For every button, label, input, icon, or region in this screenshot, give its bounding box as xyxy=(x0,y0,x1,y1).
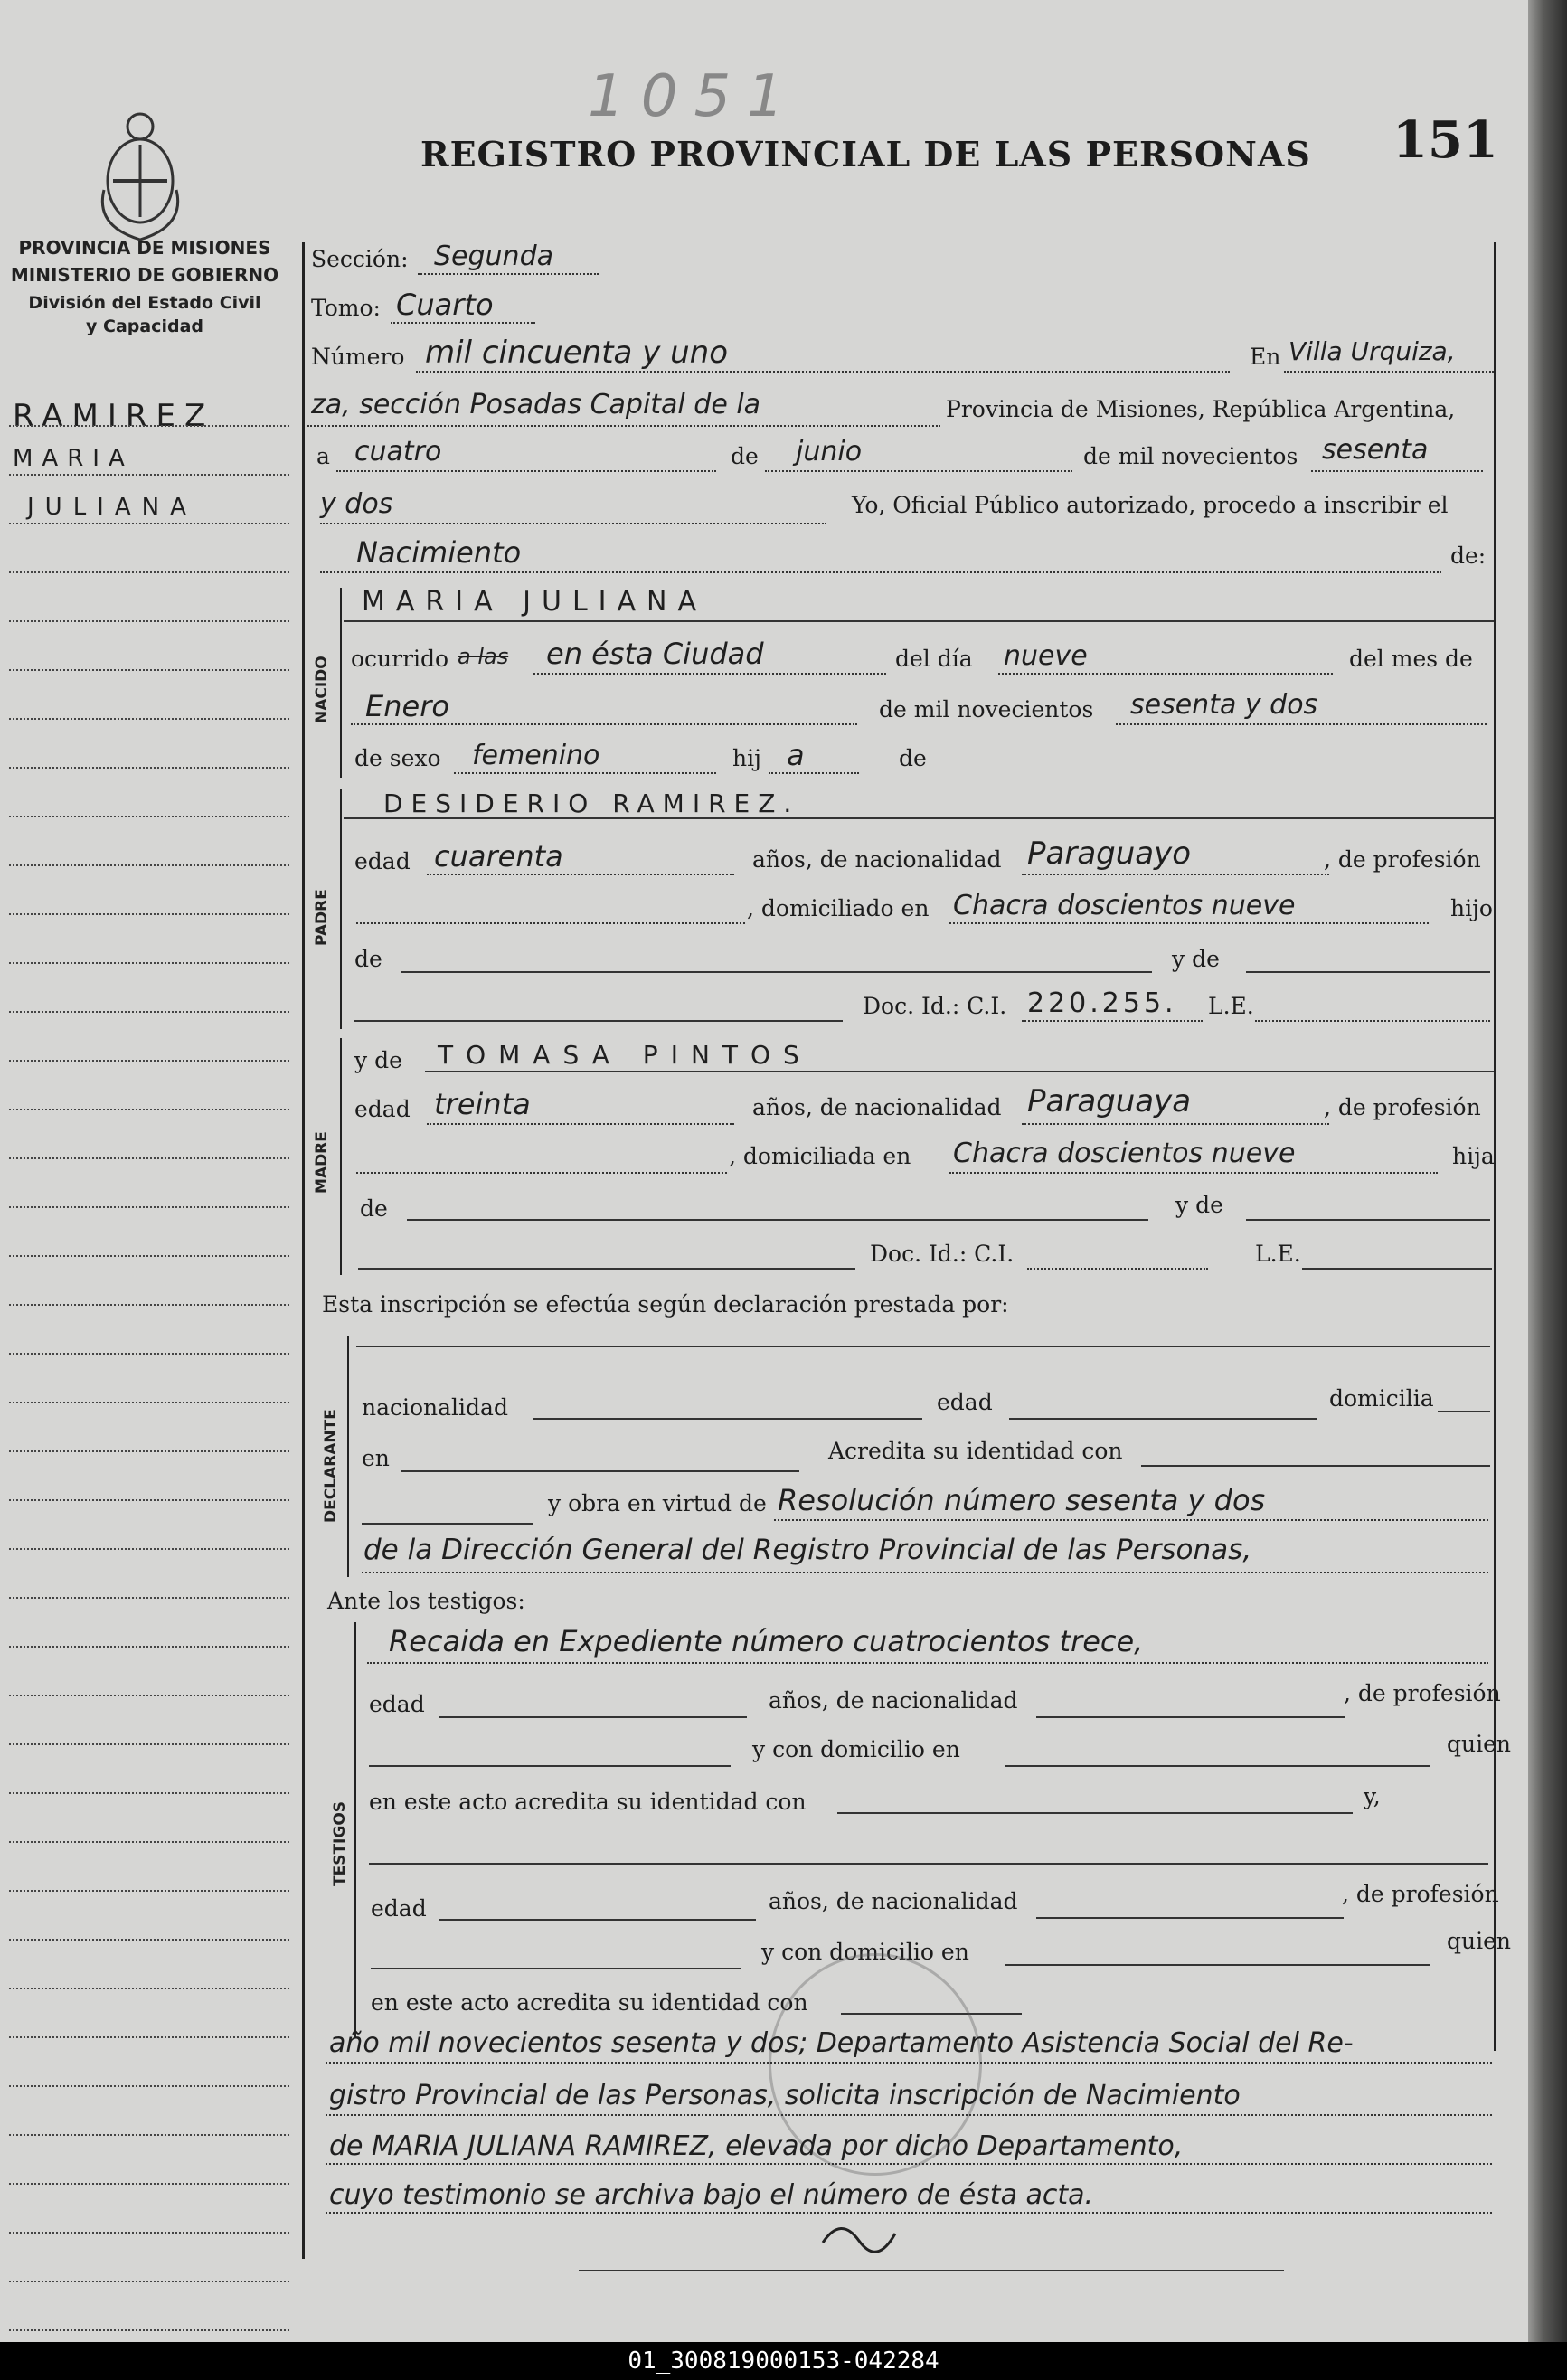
margin-middlename: JULIANA xyxy=(27,494,197,521)
nacido-de-label: de xyxy=(899,745,927,771)
testigo2-nacionalidad-label: años, de nacionalidad xyxy=(769,1888,1018,1914)
madre-yde-label: y de xyxy=(1175,1192,1223,1218)
testigo2-domicilio-label: y con domicilio en xyxy=(761,1939,969,1965)
padre-profesion-label: , de profesión xyxy=(1324,846,1481,873)
declarante-edad-label: edad xyxy=(937,1389,993,1415)
testigo1-nacionalidad-label: años, de nacionalidad xyxy=(769,1687,1018,1714)
margin-firstname: MARIA xyxy=(13,445,134,472)
place-value: za, sección Posadas Capital de la xyxy=(311,389,761,420)
margin-rule xyxy=(9,1548,289,1550)
margin-rule xyxy=(9,1646,289,1648)
margin-rule xyxy=(9,523,289,524)
margin-rule xyxy=(9,913,289,915)
margin-rule xyxy=(9,1157,289,1159)
padre-hijo-label: hijo xyxy=(1450,895,1493,921)
coat-of-arms-icon xyxy=(90,109,190,244)
note-line-2: gistro Provincial de las Personas, solicita inscripción de Nacimiento xyxy=(329,2080,1241,2111)
margin-rule xyxy=(9,1841,289,1843)
ocurrido-value: en ésta Ciudad xyxy=(546,637,764,671)
margin-rule xyxy=(9,1450,289,1452)
recaida-value: Recaida en Expediente número cuatrocientos trece, xyxy=(389,1624,1144,1658)
year-value-continued: y dos xyxy=(320,488,393,520)
margin-rule xyxy=(9,669,289,671)
child-name: MARIA JULIANA xyxy=(362,586,708,618)
father-name: DESIDERIO RAMIREZ. xyxy=(383,789,800,818)
testigo2-profesion-label: , de profesión xyxy=(1342,1881,1499,1907)
a-label: a xyxy=(316,443,330,469)
margin-rule xyxy=(9,571,289,573)
margin-rule xyxy=(9,2281,289,2282)
declarante-section-label: DECLARANTE xyxy=(322,1409,340,1523)
declarante-nacionalidad-label: nacionalidad xyxy=(362,1394,508,1421)
seccion-label: Sección: xyxy=(311,246,409,272)
note-line-3: de MARIA JULIANA RAMIREZ, elevada por dicho Departamento, xyxy=(329,2130,1184,2162)
margin-rule xyxy=(9,1597,289,1599)
de-colon: de: xyxy=(1450,543,1487,569)
testigo1-y-label: y, xyxy=(1364,1783,1381,1809)
father-age-value: cuarenta xyxy=(434,839,563,874)
day-value: cuatro xyxy=(354,436,442,468)
seccion-value: Segunda xyxy=(434,241,553,272)
issuer-province: PROVINCIA DE MISIONES xyxy=(18,237,271,259)
note-line-4: cuyo testimonio se archiva bajo el número de ésta acta. xyxy=(329,2179,1094,2211)
madre-yde-prefix: y de xyxy=(354,1047,402,1073)
mother-name: TOMASA PINTOS xyxy=(438,1040,812,1070)
del-mes-label: del mes de xyxy=(1349,646,1473,672)
provincia-text: Provincia de Misiones, República Argentina, xyxy=(946,396,1456,422)
birth-year-label: de mil novecientos xyxy=(879,696,1094,722)
padre-yde-label: y de xyxy=(1172,946,1220,972)
folio-number: 151 xyxy=(1392,110,1498,170)
padre-edad-label: edad xyxy=(354,848,411,874)
margin-rule xyxy=(9,1011,289,1013)
padre-nacionalidad-label: años, de nacionalidad xyxy=(752,846,1002,873)
hij-value: a xyxy=(787,738,805,772)
numero-label: Número xyxy=(311,344,405,370)
signature-scribble xyxy=(814,2206,922,2261)
note-line-1: año mil novecientos sesenta y dos; Departamento Asistencia Social del Re- xyxy=(329,2027,1354,2059)
margin-rule xyxy=(9,2085,289,2087)
margin-rule xyxy=(9,1304,289,1306)
margin-rule xyxy=(9,1890,289,1892)
birth-day-value: nueve xyxy=(1004,640,1088,672)
madre-section-label: MADRE xyxy=(313,1131,331,1194)
book-spine-edge xyxy=(1528,0,1567,2342)
margin-rule xyxy=(9,1939,289,1941)
margin-rule xyxy=(9,1499,289,1501)
issuer-capacity: y Capacidad xyxy=(86,316,203,336)
tomo-value: Cuarto xyxy=(396,288,494,322)
numero-value: mil cincuenta y uno xyxy=(425,335,729,371)
madre-le-label: L.E. xyxy=(1255,1241,1301,1267)
madre-edad-label: edad xyxy=(354,1096,411,1122)
madre-domicilio-label: , domiciliada en xyxy=(729,1143,911,1169)
margin-rule xyxy=(9,1743,289,1745)
resolution-value: Resolución número sesenta y dos xyxy=(778,1483,1266,1517)
nacido-section-label: NACIDO xyxy=(313,656,331,723)
margin-rule xyxy=(9,2134,289,2136)
madre-hija-label: hija xyxy=(1452,1143,1495,1169)
madre-nacionalidad-label: años, de nacionalidad xyxy=(752,1094,1002,1120)
margin-rule xyxy=(9,864,289,866)
margin-rule xyxy=(9,1109,289,1110)
margin-rule xyxy=(9,2329,289,2331)
year-value: sesenta xyxy=(1322,434,1429,466)
oficial-text: Yo, Oficial Público autorizado, procedo a inscribir el xyxy=(852,492,1449,518)
father-address-value: Chacra doscientos nueve xyxy=(953,890,1296,921)
testigos-intro: Ante los testigos: xyxy=(327,1588,525,1614)
declarante-intro: Esta inscripción se efectúa según declaración prestada por: xyxy=(322,1291,1009,1318)
padre-domicilio-label: , domiciliado en xyxy=(747,895,930,921)
en-label: En xyxy=(1250,344,1281,370)
frame-left-line xyxy=(302,242,305,2259)
madre-doc-label: Doc. Id.: C.I. xyxy=(870,1241,1015,1267)
father-nationality-value: Paraguayo xyxy=(1027,836,1192,872)
padre-section-label: PADRE xyxy=(313,889,331,946)
margin-rule xyxy=(9,1402,289,1403)
testigo2-quien-label: quien xyxy=(1447,1928,1511,1954)
registry-title: REGISTRO PROVINCIAL DE LAS PERSONAS xyxy=(420,134,1311,175)
margin-rule xyxy=(9,620,289,622)
testigos-section-label: TESTIGOS xyxy=(331,1800,349,1886)
de-label: de xyxy=(731,443,759,469)
margin-rule xyxy=(9,816,289,817)
declarante-en-label: en xyxy=(362,1445,390,1471)
margin-rule xyxy=(9,1353,289,1355)
margin-rule xyxy=(9,2036,289,2038)
testigo1-quien-label: quien xyxy=(1447,1731,1511,1757)
margin-rule xyxy=(9,962,289,964)
mother-nationality-value: Paraguaya xyxy=(1027,1083,1192,1119)
margin-rule xyxy=(9,1792,289,1794)
margin-surname: RAMIREZ xyxy=(13,398,215,434)
father-document-value: 220.255. xyxy=(1027,987,1177,1019)
margin-rule xyxy=(9,2183,289,2185)
ocurrido-struck-text: a las xyxy=(458,644,509,669)
margin-rule xyxy=(9,1988,289,1989)
margin-rule xyxy=(9,1206,289,1208)
testigo1-acredita-label: en este acto acredita su identidad con xyxy=(369,1789,807,1815)
margin-rule xyxy=(9,474,289,476)
pencil-number: 1051 xyxy=(588,63,800,130)
madre-de-label: de xyxy=(360,1195,388,1222)
en-value: Villa Urquiza, xyxy=(1289,336,1456,366)
issuer-division: División del Estado Civil xyxy=(28,293,261,313)
padre-le-label: L.E. xyxy=(1208,993,1254,1019)
margin-rule xyxy=(9,2232,289,2234)
sexo-value: femenino xyxy=(472,740,600,771)
mother-age-value: treinta xyxy=(434,1087,531,1121)
margin-rule xyxy=(9,767,289,769)
ocurrido-label: ocurrido xyxy=(351,646,449,672)
margin-rule xyxy=(9,1255,289,1257)
image-id-footer: 01_300819000153-042284 xyxy=(0,2342,1567,2380)
testigo1-edad-label: edad xyxy=(369,1691,425,1717)
issuer-ministry: MINISTERIO DE GOBIERNO xyxy=(10,264,279,286)
issuer-block xyxy=(0,237,289,336)
padre-de-label: de xyxy=(354,946,382,972)
testigo1-profesion-label: , de profesión xyxy=(1344,1680,1501,1706)
declarante-acredita-label: Acredita su identidad con xyxy=(828,1438,1123,1464)
margin-rule xyxy=(9,718,289,720)
resolution-value-continued: de la Dirección General del Registro Provincial de las Personas, xyxy=(363,1534,1252,1566)
margin-rule xyxy=(9,425,289,427)
declarante-domicilia-label: domicilia xyxy=(1329,1385,1434,1412)
mother-address-value: Chacra doscientos nueve xyxy=(953,1138,1296,1169)
birth-month-value: Enero xyxy=(365,689,449,723)
margin-rule xyxy=(9,1060,289,1062)
testigo2-acredita-label: en este acto acredita su identidad con xyxy=(371,1989,808,2016)
testigo1-domicilio-label: y con domicilio en xyxy=(752,1736,960,1762)
hij-label: hij xyxy=(732,745,761,771)
padre-doc-label: Doc. Id.: C.I. xyxy=(863,993,1007,1019)
testigo2-edad-label: edad xyxy=(371,1895,427,1922)
sexo-label: de sexo xyxy=(354,745,441,771)
madre-profesion-label: , de profesión xyxy=(1324,1094,1481,1120)
month-value: junio xyxy=(796,436,863,468)
del-dia-label: del día xyxy=(895,646,973,672)
acto-value: Nacimiento xyxy=(356,535,522,570)
tomo-label: Tomo: xyxy=(311,295,381,321)
bottom-rule xyxy=(579,2270,1284,2271)
declarante-obra-label: y obra en virtud de xyxy=(548,1490,767,1516)
anio-label: de mil novecientos xyxy=(1083,443,1298,469)
margin-rule xyxy=(9,1695,289,1696)
birth-year-value: sesenta y dos xyxy=(1130,689,1318,721)
